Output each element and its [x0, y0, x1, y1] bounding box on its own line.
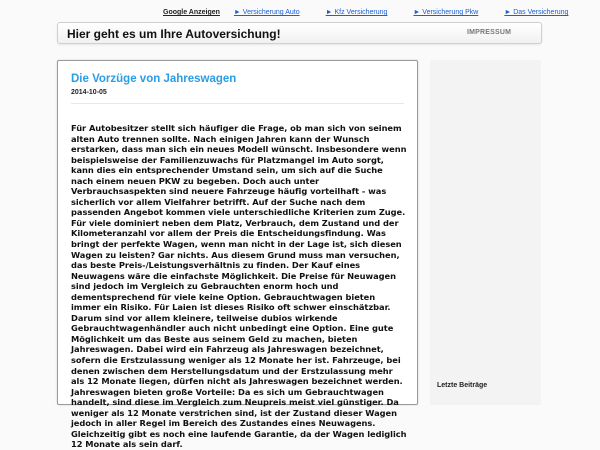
- ad-link-kfz-versicherung[interactable]: ► Kfz Versicherung: [325, 9, 388, 16]
- nav-impressum[interactable]: IMPRESSUM: [467, 29, 512, 36]
- divider: [71, 103, 404, 104]
- ad-link-das-versicherung[interactable]: ► Das Versicherung: [504, 9, 569, 16]
- post-title[interactable]: Die Vorzüge von Jahreswagen: [71, 73, 237, 85]
- post-container: [57, 60, 418, 450]
- sidebar-widget-title: Letzte Beiträge: [437, 382, 488, 389]
- site-header: [57, 22, 542, 44]
- ad-bar: [163, 9, 594, 21]
- post-body: Für Autobesitzer stellt sich häufiger die Frage, ob man sich von seinem alten Auto trennen sollte. Nach einigen Jahren kann der Wunsch erstarken, dass man sich ein neues Modell wünscht. Insbesondere wenn beispielsweise der Familienzuwachs für Platzmangel im Auto sorgt, kann dies ein entsprechender Umstand sein, um sich auf die Suche nach einem neuen PKW zu begeben. Doch auch unter Verbrauchsaspekten sind neuere Fahrzeuge häufig vorteilhaft - was sicherlich vor allem Vielfahrer betrifft. Auf der Suche nach dem passenden Angebot kommen viele unterschiedliche Kriterien zum Zuge. Für viele dominiert neben dem Platz, Verbrauch, dem Zustand und der Kilometeranzahl vor allem der Preis die Entscheidungsfindung. Was bringt der perfekte Wagen, wenn man nicht in der Lage ist, sich diesen Wagen zu leisten? Gar nichts. Aus diesem Grund muss man versuchen, das beste Preis-/Leistungsverhältnis zu finden. Der Kauf eines Neuwagens wäre die einfachste Möglichkeit. Die Preise für Neuwagen sind jedoch im Vergleich zu Gebrauchten enorm hoch und dementsprechend für viele keine Option. Gebrauchtwagen bieten immer ein Risiko. Für Laien ist dieses Risiko oft schwer einschätzbar. Darum sind vor allem kleinere, teilweise dubios wirkende Gebrauchtwagenhändler auch nicht unbedingt eine Option. Eine gute Möglichkeit um das Beste aus seinem Geld zu machen, bieten Jahreswagen. Dabei wird ein Fahrzeug als Jahreswagen bezeichnet, sofern die Erstzulassung weniger als 12 Monate her ist. Fahrzeuge, bei denen zwischen dem Herstellungsdatum und der Erstzulassung mehr als 12 Monate liegen, dürfen nicht als Jahreswagen bezeichnet werden. Jahreswagen bieten große Vorteile: Da es sich um Gebrauchtwagen handelt, sind diese im Vergleich zum Neupreis meist viel günstiger. Da weniger als 12 Monate verstrichen sind, ist der Zustand dieser Wagen jedoch in aller Regel im Bereich des Zustandes eines Neuwagens. Gleichzeitig gibt es noch eine laufende Garantie, da der Wagen lediglich 12 Monate als sein darf.: [71, 123, 407, 450]
- site-title[interactable]: Hier geht es um Ihre Autoversichung!: [67, 27, 281, 41]
- sidebar: [430, 60, 541, 405]
- ad-link-versicherung-auto[interactable]: ► Versicherung Auto: [233, 9, 300, 16]
- post-date: 2014-10-05: [71, 89, 107, 96]
- ad-label[interactable]: Google Anzeigen: [163, 9, 220, 16]
- ad-link-versicherung-pkw[interactable]: ► Versicherung Pkw: [413, 9, 479, 16]
